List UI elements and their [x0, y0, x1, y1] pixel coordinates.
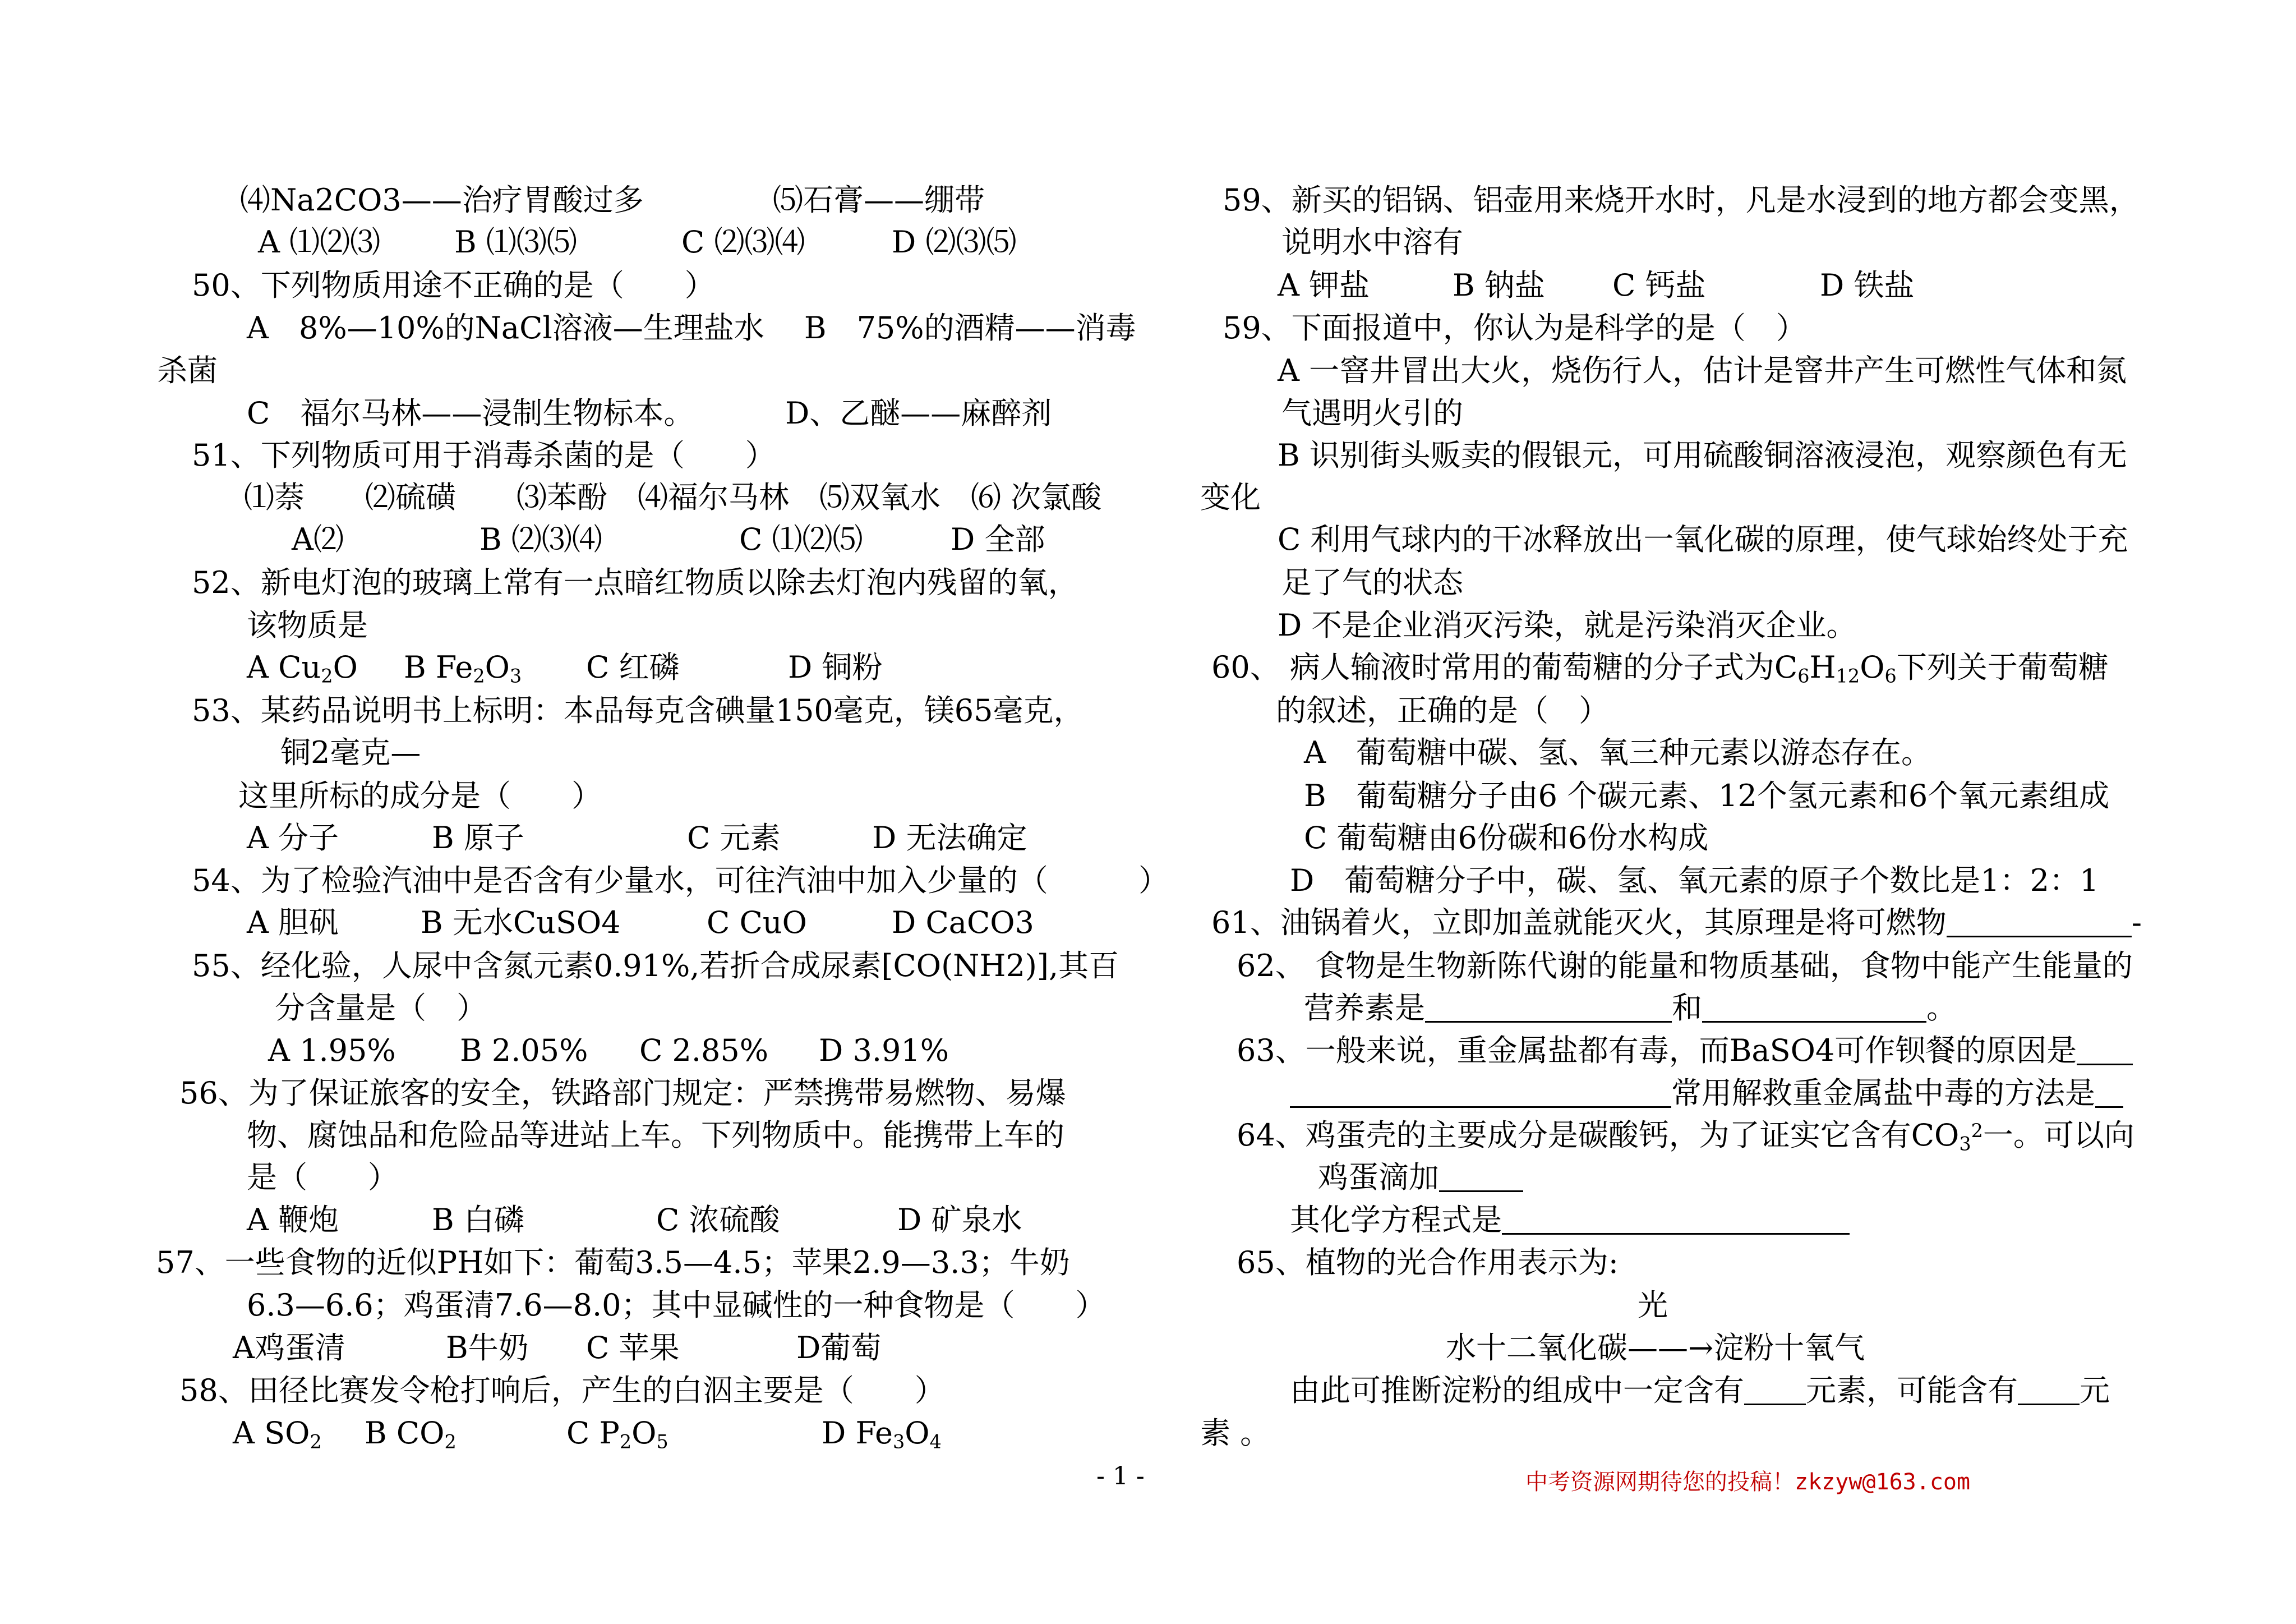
q65-blank-2[interactable] [2018, 1377, 2080, 1406]
question-59: 59、新买的铝锅、铝壶用来烧开水时，凡是水浸到的地方都会变黑， [1223, 182, 2140, 218]
q56-option-c: C 浓硫酸 [656, 1202, 780, 1237]
q52-option-c: C 红磷 [586, 650, 680, 685]
q51-option-c: C ⑴⑵⑸ [739, 522, 863, 557]
question-62: 62、 食物是生物新陈代谢的能量和物质基础，食物中能产生能量的 [1237, 948, 2133, 983]
q59-cont: 说明水中溶有 [1281, 224, 1463, 260]
q62-blank-1[interactable] [1425, 994, 1672, 1023]
q65-blank-1[interactable] [1744, 1377, 1806, 1406]
q57-option-c: C 苹果 [586, 1330, 680, 1365]
q60-option-a: A 葡萄糖中碳、氢、氧三种元素以游态存在。 [1304, 735, 1931, 770]
q60-option-c: C 葡萄糖由6份碳和6份水构成 [1304, 820, 1709, 855]
q58-option-a: A SO2 [233, 1415, 322, 1453]
q54-option-c: C CuO [707, 905, 807, 940]
option-d: D ⑵⑶⑸ [892, 224, 1017, 260]
q55-option-a: A 1.95% [268, 1033, 396, 1068]
q64-cont2: 其化学方程式是 [1290, 1205, 1850, 1235]
q55-option-d: D 3.91% [819, 1033, 949, 1068]
q65-cont: 由此可推断淀粉的组成中一定含有 元素，可能含有 元 [1290, 1373, 2110, 1408]
question-52: 52、新电灯泡的玻璃上常有一点暗红物质以除去灯泡内残留的氧， [192, 565, 1078, 600]
q62-blank-2[interactable] [1702, 994, 1926, 1023]
option-b: B ⑴⑶⑸ [454, 224, 577, 260]
q57-cont: 6.3—6.6；鸡蛋清7.6—8.0；其中显碱性的一种食物是（ ） [247, 1287, 1106, 1323]
q60-option-b: B 葡萄糖分子由6 个碳元素、12个氢元素和6个氧元素组成 [1304, 778, 2110, 813]
footer-note: 中考资源网期待您的投稿！zkzyw@163.com [1525, 1469, 1971, 1495]
q60-cont: 的叙述，正确的是（ ） [1276, 693, 1609, 728]
q54-option-b: B 无水CuSO4 [421, 905, 621, 940]
q57-option-a: A鸡蛋清 [233, 1330, 345, 1365]
q55-option-c: C 2.85% [639, 1033, 769, 1068]
q56-cont2: 是（ ） [247, 1160, 398, 1195]
question-55: 55、经化验，人尿中含氮元素0.91%,若折合成尿素[CO(NH2)],其百 [192, 948, 1119, 983]
q63-blank-1[interactable] [2077, 1037, 2133, 1066]
q57-option-d: D葡萄 [796, 1330, 882, 1365]
q51-option-b: B ⑵⑶⑷ [480, 522, 602, 557]
option-c: C ⑵⑶⑷ [681, 224, 805, 260]
q59b-option-a-cont: 气遇明火引的 [1281, 395, 1463, 431]
q65-equation: 水十二氧化碳——→淀粉十氧气 [1446, 1330, 1865, 1365]
q59b-option-b: B 识别街头贩卖的假银元，可用硫酸铜溶液浸泡，观察颜色有无 [1278, 438, 2127, 473]
q55-option-b: B 2.05% [460, 1033, 588, 1068]
q65-light: 光 [1638, 1287, 1668, 1323]
q53-option-b: B 原子 [432, 820, 524, 855]
q65-cont2: 素 。 [1200, 1415, 1271, 1451]
q52-cont: 该物质是 [247, 608, 368, 643]
q50-option-d: D、乙醚——麻醉剂 [785, 395, 1052, 431]
q51-option-a: A⑵ [292, 522, 344, 557]
q53-cont2: 这里所标的成分是（ ） [238, 778, 602, 813]
q53-option-a: A 分子 [247, 820, 339, 855]
question-59b: 59、下面报道中，你认为是科学的是（ ） [1223, 310, 1806, 346]
q62-cont: 营养素是 和 。 [1304, 990, 1957, 1025]
q53-option-d: D 无法确定 [872, 820, 1027, 855]
q50-option-ab: A 8%—10%的NaCl溶液—生理盐水 B 75%的酒精——消毒 [247, 310, 1136, 346]
question-54: 54、为了检验汽油中是否含有少量水，可往汽油中加入少量的（ [192, 863, 1048, 898]
q59-option-b: B 钠盐 [1453, 268, 1545, 303]
question-56: 56、为了保证旅客的安全，铁路部门规定：严禁携带易燃物、易爆 [179, 1075, 1066, 1111]
question-57: 57、一些食物的近似PH如下：葡萄3.5—4.5；苹果2.9—3.3；牛奶 [156, 1245, 1070, 1280]
q58-option-d: D Fe3O4 [822, 1415, 942, 1453]
q55-cont: 分含量是（ ） [275, 990, 487, 1025]
q54-end: ） [1138, 863, 1169, 898]
q56-option-a: A 鞭炮 [247, 1202, 339, 1237]
q59b-option-a: A 一窨井冒出大火，烧伤行人，估计是窨井产生可燃性气体和氮 [1278, 353, 2127, 388]
q52-option-a: A Cu2O [247, 650, 358, 687]
q54-option-a: A 胆矾 [247, 905, 339, 940]
q59b-option-c: C 利用气球内的干冰释放出一氧化碳的原理，使气球始终处于充 [1278, 522, 2128, 557]
line-q49-5: ⑸石膏——绷带 [773, 182, 985, 218]
question-53: 53、某药品说明书上标明：本品每克含碘量150毫克，镁65毫克， [192, 693, 1084, 728]
q56-option-b: B 白磷 [432, 1202, 524, 1237]
q63-blank-3[interactable] [2095, 1079, 2123, 1108]
q56-cont: 物、腐蚀品和危险品等进站上车。下列物质中。能携带上车的 [247, 1117, 1064, 1153]
q63-cont: 常用解救重金属盐中毒的方法是 [1290, 1078, 2123, 1108]
q57-option-b: B牛奶 [446, 1330, 529, 1365]
q56-option-d: D 矿泉水 [897, 1202, 1022, 1237]
q59-option-c: C 钙盐 [1612, 268, 1706, 303]
q58-option-b: B CO2 [365, 1415, 457, 1453]
page-number: - 1 - [1096, 1462, 1145, 1490]
q52-option-d: D 铜粉 [788, 650, 883, 685]
q60-option-d: D 葡萄糖分子中，碳、氢、氧元素的原子个数比是1：2：1 [1290, 863, 2099, 898]
q59-option-a: A 钾盐 [1278, 268, 1370, 303]
q64-blank-1[interactable] [1439, 1163, 1523, 1193]
q59-option-d: D 铁盐 [1820, 268, 1915, 303]
question-63: 63、一般来说，重金属盐都有毒，而BaSO4可作钡餐的原因是 [1237, 1036, 2133, 1066]
q61-blank[interactable] [1947, 909, 2132, 938]
q54-option-d: D CaCO3 [892, 905, 1034, 940]
option-a: A ⑴⑵⑶ [258, 224, 381, 260]
q53-option-c: C 元素 [687, 820, 781, 855]
q58-option-c: C P2O5 [566, 1415, 668, 1453]
question-64: 64、鸡蛋壳的主要成分是碳酸钙，为了证实它含有$CO3^2$一。可以向 [1237, 1117, 2134, 1155]
question-58: 58、田径比赛发令枪打响后，产生的白泅主要是（ ） [179, 1373, 945, 1408]
q52-option-b: B Fe2O3 [404, 650, 522, 687]
question-60: 60、 病人输液时常用的葡萄糖的分子式为C6H12O6下列关于葡萄糖 [1211, 650, 2109, 687]
line-q49-4: ⑷Na2CO3——治疗胃酸过多 [240, 182, 644, 218]
question-51: 51、下列物质可用于消毒杀菌的是（ ） [192, 438, 776, 473]
q50-option-c: C 福尔马林——浸制生物标本。 [247, 395, 694, 431]
q51-items: ⑴萘 ⑵硫磺 ⑶苯酚 ⑷福尔马林 ⑸双氧水 ⑹ 次氯酸 [244, 480, 1102, 515]
question-61: 61、油锅着火，立即加盖就能灭火，其原理是将可燃物 - [1211, 905, 2142, 940]
q51-option-d: D 全部 [951, 522, 1045, 557]
q64-blank-2[interactable] [1502, 1206, 1850, 1235]
q59b-option-b-cont: 变化 [1200, 480, 1261, 515]
q59b-option-c-cont: 足了气的状态 [1281, 565, 1463, 600]
q53-cont: 铜2毫克— [280, 735, 421, 770]
question-50: 50、下列物质用途不正确的是（ ） [192, 268, 715, 303]
q64-cont: 鸡蛋滴加 [1318, 1162, 1523, 1193]
question-65: 65、植物的光合作用表示为: [1237, 1245, 1619, 1280]
q63-blank-2[interactable] [1290, 1079, 1671, 1108]
q59b-option-d: D 不是企业消灭污染，就是污染消灭企业。 [1278, 608, 1857, 643]
q50-option-ab-cont: 杀菌 [157, 353, 218, 388]
